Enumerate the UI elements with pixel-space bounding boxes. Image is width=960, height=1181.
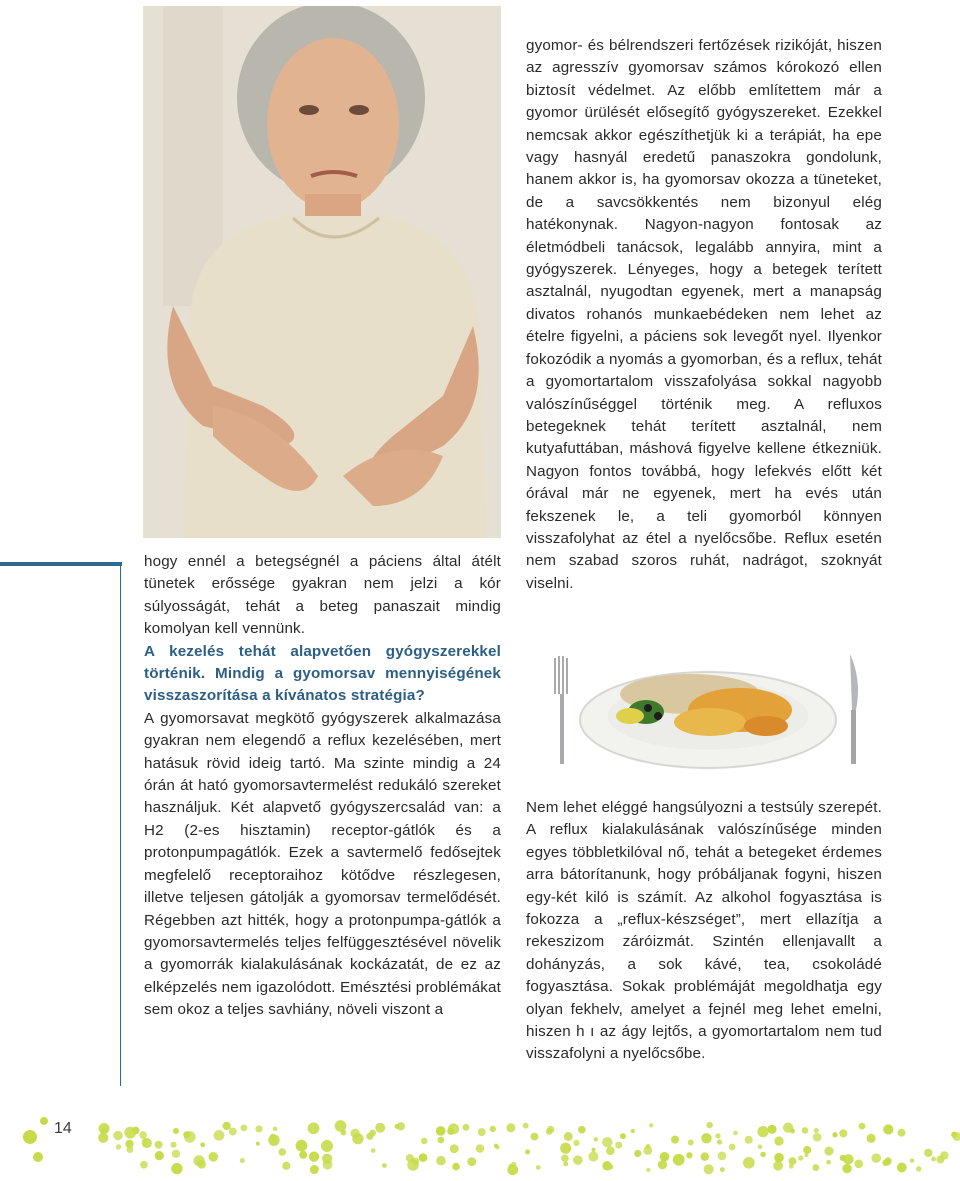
section-headline: A kezelés tehát alapvetően gyógyszerekkel történik. Mindig a gyomorsav mennyiségének visszaszorítása a kívánatos stratégia? xyxy=(144,642,501,705)
accent-vertical-line xyxy=(120,566,121,1086)
right-paragraph-1: gyomor- és bélrendszeri fertőzések rizikóját, hiszen az agresszív gyomorsav számos kórokozó ellen biztosít védelmet. Az előbb említettem már a gyomor ürülését elősegítő gyógyszereket. Ezekkel nemcsak akkor egészíthetjük ki a terápiát, ha epe vagy hasnyál eredetű panaszokra gondolunk, hanem akkor is, ha gyomorsav okozza a tüneteket, de a savcsökkentés nem bizonyul elég hatékonynak. Nagyon-nagyon fontosak az életmódbeli tanácsok, legalább annyira, mint a gyógyszerek. Lényeges, hogy a betegek terített asztalnál, nyugodtan egyenek, mert a manapság divatos rohanós munkaebédeken nem lehet az ételre figyelni, a páciens sok levegőt nyel. Ilyenkor fokozódik a nyomás a gyomorban, és a reflux, tehát a gyomortartalom visszafolyása sokkal nagyobb valószínűséggel történik meg. A refluxos betegeknek tehát terített asztalnál, nem kutyafuttában, máshová figyelve kellene étkezniük. Nagyon fontos továbbá, hogy lefekvés előtt két órával már ne egyenek, mert ha evés után fekszenek le, a teli gyomorból könnyen visszafolyhat az étel a nyelőcsőbe. Reflux esetén nem szabad szoros ruhát, nadrágot, szoknyát viselni. xyxy=(526,37,882,592)
knife-icon xyxy=(850,654,858,764)
left-column xyxy=(144,551,501,1022)
right-paragraph-2: Nem lehet eléggé hangsúlyozni a testsúly szerepét. A reflux kialakulásának valószínűsége minden egyes többletkilóval nő, tehát a betegeket érdemes arra bátorítanunk, hogy próbáljanak fogyni, hiszen egy-két kiló is számít. Az alkohol fogyasztása is fokozza a „reflux-készséget”, mert ellazítja a rekeszizom záróizmát. Szintén ellenjavallt a dohányzás, a sok kávé, tea, csokoládé fogyasztása. Sokak problémáját megoldhatja egy olyan fekhelv, amelyet a fejnél meg lehet emelni, hiszen h ı az ágy lejtős, a gyomortartalom nem tud visszafolyni a nyelőcsőbe. xyxy=(526,799,882,1063)
left-paragraph-2: A gyomorsavat megkötő gyógyszerek alkalmazása gyakran nem elegendő a reflux kezelésében, mert hatásuk rövid ideig tartó. Ma szinte mindig a 24 órán át ható gyomorsavtermelést redukáló szereket használjuk. Két alapvető gyógyszercsalád van: a H2 (2-es hisztamin) receptor-gátlók és a protonpumpagátlók. Ezek a savtermelő fedősejtek megfelelő receptoraihoz kötődve részlegesen, illetve teljesen gátolják a gyomorsav termelődését. Régebben azt hitték, hogy a protonpumpa-gátlók a gyomorsavtermelés teljes felfüggesztésével növelik a gyomorrák kialakulásának kockázatát, de ez az elképzelés nem igazolódott. Emésztési problémákat sem okoz a teljes savhiány, növeli viszont a xyxy=(144,709,501,1019)
page-number: 14 xyxy=(54,1120,72,1137)
left-paragraph-1: hogy ennél a betegségnél a páciens által átélt tünetek erőssége gyakran nem jelzi a kór súlyosságát, tehát a beteg panaszait mindig komolyan kell vennünk. xyxy=(144,553,501,638)
decorative-dot-footer xyxy=(0,1105,960,1176)
right-column-top xyxy=(526,35,882,595)
plate-of-fried-food-with-fork-and-knife xyxy=(540,650,884,774)
accent-rule xyxy=(0,562,122,566)
fork-icon xyxy=(554,656,568,764)
woman-holding-stomach-photo xyxy=(143,6,501,538)
right-column-bottom xyxy=(526,797,882,1066)
